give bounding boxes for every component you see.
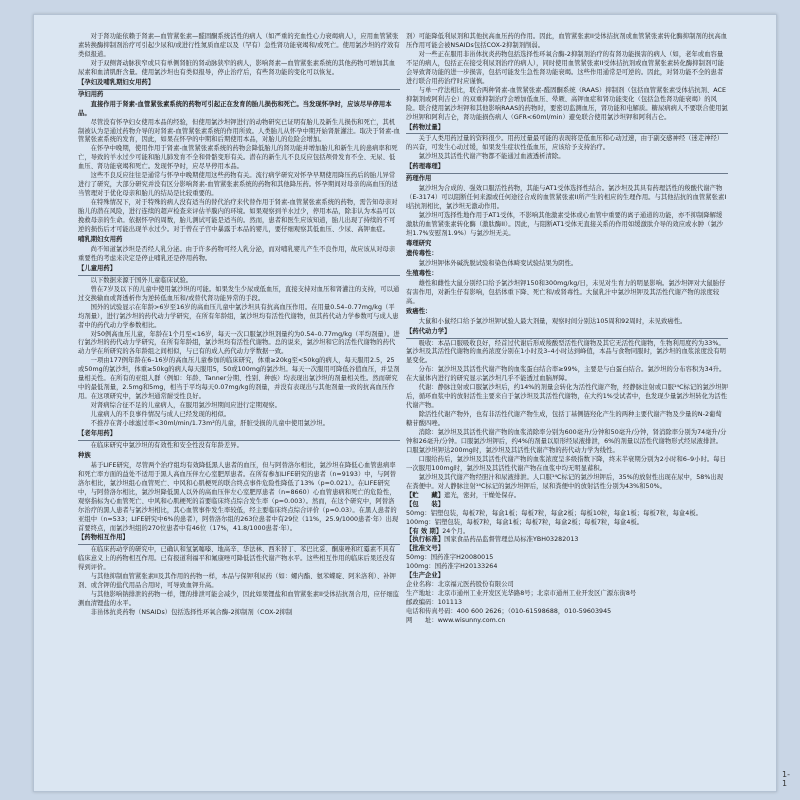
paragraph: 关于人类用药过量的资料很少。用药过量最可能的表现将是低血压和心动过速，由于副交感神经（迷走神经）的兴奋，可发生心动过缓，如果发生症状性低血压，应该给予支持治疗。: [406, 135, 724, 152]
paragraph: 与其他抑制血管紧张素II及其作用的药物一样，本品与保钾利尿药（如：螺内酯、氨苯蝶啶、阿米洛利）、补钾剂、或含钾的盐代用品合用时，可导致血钾升高。: [78, 573, 396, 590]
paragraph: 尚不知道氯沙坦是否经人乳分泌。由于许多药物可经人乳分泌，而对哺乳婴儿产生不良作用，故应该从对母亲重要性的考虑来决定是停止哺乳还是停用药物。: [78, 245, 396, 262]
paragraph: 50mg：铝塑包装，每板7粒，每盒1板；每板7粒，每盒2板；每板10粒，每盒1板；每板7粒，每盒4板。: [406, 509, 703, 517]
paragraph: 吸收：本品口服吸收良好，经首过代谢后形成羧酸型活性代谢物及其它无活性代谢物，生物利用度约为33%。氯沙坦及其活性代谢物的血药浓度分别在1小时及3–4小时达到峰值，本品与食物同服时，氯沙坦的血浆浓度没有明显变化。: [406, 339, 727, 365]
paragraph: 氯沙坦及其活性代谢产物都不能通过血液透析清除。: [418, 153, 565, 161]
paragraph: 与其他影响钠排泄的药物一样，锂的排泄可能会减少，因此如果锂盐和血管紧张素II受体拮抗剂合用，应仔细监测血清锂盐的水平。: [78, 591, 400, 608]
paragraph: 一项由177例年龄在6–16岁的高血压儿童参加的临床研究，体重≥20kg至<50kg的病人，每天服用2.5，25或50mg的氯沙坦，体重≥50kg的病人每天服用5，50或100mg的氯沙坦。每天一次服用可降低谷值血压，并呈剂量相关性。在所有的亚组人群（例如：年龄、Tanner分期、性别、种族）均表现出氯沙坦的剂量相关性。然而研究中的最低剂量，2.5mg和5mg，相当于平均每天0.07mg/kg的剂量，并没有表现出与其他剂量一致的抗高血压作用。在这项研究中，氯沙坦通常耐受性良好。: [78, 357, 400, 401]
bold-paragraph: 直接作用于肾素-血管紧张素系统的药物可引起正在发育的胎儿损伤和死亡。当发现怀孕时，应该尽早停用本品。: [78, 100, 392, 117]
paragraph: 对于肾功能依赖于肾素—血管紧张素—醛固酮系统活性的病人（如严重的充血性心力衰竭病人），应用血管紧张素转换酶抑制剂治疗可引起少尿和/或进行性氮质血症以及（罕有）急性肾功能衰竭和/或死亡。使用氯沙坦的疗效有类似报道。: [78, 33, 400, 58]
paragraph: 100mg：铝塑包装，每板7粒，每盒1板；每板7粒，每盒2板；每板7粒，每盒4板。: [406, 518, 644, 526]
field-row: [406, 492, 728, 501]
right-column: [406, 33, 728, 626]
paragraph: 尽管没有怀孕妇女使用本品的经验，但使用氯沙坦钾进行的动物研究已证明有胎儿及新生儿损伤和死亡，其机制被认为是通过药物介导的对肾素-血管紧张素系统的作用所致。人类胎儿从怀孕中期开始肾脏灌注。取决于肾素-血管紧张素系统的发育，因此，如果在怀孕的中期和后期使用本品，对胎儿的危险会增加。: [78, 118, 400, 144]
paragraph: 50mg：国药准字H20080015: [406, 554, 494, 562]
field-label: 【执行标准】: [406, 536, 445, 544]
paragraph: 网 址：www.wisunny.com.cn: [406, 617, 506, 625]
field-label: 【批准文号】: [406, 545, 445, 553]
paragraph: 分布：氯沙坦及其活性代谢产物的血浆蛋白结合率≥99%，主要是与白蛋白结合。氯沙坦的分布容积为34升。在大鼠体内进行的研究显示氯沙坦几乎不能透过血脑屏障。: [406, 366, 726, 383]
paragraph: 在怀孕中晚期，使用作用于肾素-血管紧张素系统的药物会降低胎儿的肾功能并增加胎儿和新生儿的患病率和死亡，导致的羊水过少可能和胎儿肺发育不全和骨骼变形有关。潜在的新生儿不良反应包括颅骨发育不全、无尿、低血压、肾功能衰竭和死亡。发现怀孕时，应尽早停用本品。: [78, 145, 398, 171]
paragraph: 邮政编码：101113: [406, 599, 463, 607]
subsection-heading: 种族: [78, 451, 91, 459]
subsection-heading: 毒理研究: [406, 239, 432, 247]
paragraph: 在临床研究中氯沙坦的有效性和安全性没有年龄差异。: [90, 441, 243, 449]
subsection-heading: 哺乳期妇女用药: [78, 235, 123, 243]
paragraph: 剂）可能降低利尿剂和其他抗高血压药的作用。因此，血管紧张素II受体拮抗剂或血管紧张素转化酶抑制剂的抗高血压作用可能会被NSAIDs包括COX-2抑制剂削弱。: [406, 33, 728, 49]
section-heading: 【老年用药】: [78, 430, 400, 441]
field-label: 【贮 藏】: [406, 491, 445, 499]
paragraph: 与单一疗法相比，联合两种肾素-血管紧张素-醛固酮系统（RAAS）抑制剂（包括血管紧张素受体拮抗剂、ACE抑制剂或阿利吉仑）的双重抑制治疗会增加低血压、晕厥、高钾血症和肾功能变化（包括急性肾功能衰竭）的风险。联合使用氯沙坦钾和其他影响RAAS的药物时，要密切监测血压，肾功能和电解质。糖尿病病人不要联合使用氯沙坦钾和阿利吉仑，肾功能损伤病人（GFR<60ml/min）避免联合使用氯沙坦钾和阿利吉仑。: [406, 86, 728, 121]
paragraph: 大鼠和小鼠经口给予氯沙坦钾试验人最大剂量，观察时间分别达105周和92周时，未见致癌性。: [418, 317, 687, 325]
section-heading: 【药代动力学】: [406, 328, 728, 339]
paragraph: 氯沙坦及其代谢产物经胆汁和尿液排泄。人口服¹⁴C标记的氯沙坦钾后，35%的放射性出现在尿中，58%出现在粪便中。对人静脉注射¹⁴C标记的氯沙坦钾后，尿和粪便中的放射活性分别为43%和50%。: [406, 473, 724, 490]
paragraph: 国外的试验显示在年龄>6岁至16岁的高血压儿童中氯沙坦具有抗高血压作用。在用量0.54–0.77mg/kg（平均剂量），进行氯沙坦的药代动力学研究，在所有年龄组，氯沙坦均有活性代谢物，但其药代动力学参数可与成人患者中的药代动力学参数相比。: [78, 303, 399, 329]
field-row: [406, 572, 728, 581]
paragraph: 儿童病人的不良事件情况与成人已经发现的相似。: [90, 411, 231, 419]
field-label: 【包 装】: [406, 500, 445, 508]
paragraph: 以下数据来源于国外儿童临床试验。: [90, 276, 193, 284]
field-label: 【有 效 期】: [406, 527, 443, 535]
left-column: [78, 33, 400, 618]
subsection-heading: 致癌性：: [406, 307, 432, 315]
field-label: 【生产企业】: [406, 572, 445, 580]
paragraph: 在特殊情况下，对于特殊的病人没有适当的替代治疗来代替作用于肾素-血管紧张素系统的药物，需告知母亲对胎儿的潜在风险，进行连续的超声检查来评估羊膜内的环境。如果观察到羊水过少，停用本品，除非认为本品可以挽救母亲的生命。依据怀孕的周数，胎儿测试可能是适当的。然而，患者和医生应该知道，胎儿出现了持续的不可逆的损伤后才可能出现羊水过少。对于曾在子宫中暴露于本品的婴儿，要仔细观察其低血压、少尿、高钾血症。: [78, 199, 398, 234]
paragraph: 氯沙坦可选择性地作用于AT1受体，不影响其他激素受体或心血管中重要的离子通道的功能，亦不抑制降解缓激肽的血管紧张素转化酶（激肽酶II）。因此，与阻断AT1受体无直接关系的作用如缓激肽介导的效应或水肿（氯沙坦1.7%安慰剂1.9%）与氯沙坦无关。: [406, 212, 724, 238]
paragraph: 生产地址：北京市通州工业开发区光华路8号；北京市通州工业开发区广源东街8号: [406, 590, 637, 598]
paragraph: 消除：氯沙坦及其活性代谢产物的血浆消除率分别为600毫升/分钟和50毫升/分钟，肾消除率分别为74毫升/分钟和26毫升/分钟。口服氯沙坦钾后，约4%的剂量以原形经尿液排泄，6%的剂量以活性代谢物形式经尿液排泄。口服氯沙坦钾达200mg时，氯沙坦及其活性代谢产物的药代动力学为线性。: [406, 429, 727, 454]
paragraph: 这些不良反应往往是通常与怀孕中晚期使用这些药物有关。流行病学研究对怀孕早期使用降压药后的胎儿异常进行了研究，大部分研究并没有区分影响肾素-血管紧张素系统的药物和其他降压药。怀孕期间对母亲的高血压的适当管理对于优化母亲和胎儿的结局是比较重要的。: [78, 172, 398, 198]
paragraph: 非甾体抗炎药物（NSAIDs）包括选择性环氧合酶-2抑制剂（COX-2抑制: [90, 609, 293, 617]
field-value: 国家食品药品监督管理总局标准YBH03282013: [444, 536, 579, 544]
field-row: [406, 536, 728, 545]
paragraph: 对肾病综合征不足的儿童病人，在服用氯沙坦期间应进行定期观察。: [90, 402, 281, 410]
paragraph: 基于LIFE研究，尽管两个治疗组均有效降低黑人患者的血压，但与阿替洛尔相比，氯沙坦在降低心血管患病率和死亡率方面的益处不适用于黑人高血压伴左心室肥厚患者。在所有参加LIFE研究的患者（n=9193）中，与阿替洛尔相比，氯沙坦组心血管死亡、中风和心肌梗死的联合终点事件危险性降低了13%（p=0.021）。在LIFE研究中，与阿替洛尔相比，氯沙坦降低黑人以外的高血压伴左心室肥厚患者（n=8660）心血管患病和死亡的危险性，观察指标为心血管死亡、中风和心肌梗死的首要临床终点综合发生率（p=0.003）。然而，在这个研究中，阿替洛尔治疗的黑人患者与氯沙坦相比，其心血管事件发生率较低，经主要临床终点综合评价（p=0.03）。在黑人患者的亚组中（n=533；LIFE研究中6%的患者），阿替洛尔组的263位患者中有29位（11%，25.9/1000患者·年）出现首要终点，而氯沙坦组的270位患者中有46位（17%，41.8/1000患者·年）。: [78, 461, 399, 532]
section-heading: 【儿童用药】: [78, 265, 400, 276]
page-number: 1-1: [782, 770, 790, 788]
paragraph: 企业名称：北京福元医药股份有限公司: [406, 581, 514, 589]
subsection-heading: 遗传毒性：: [406, 249, 438, 257]
section-heading: 【孕妇及哺乳期妇女用药】: [78, 79, 400, 90]
paragraph: 电话和传真号码：400 600 2626；（010-61598688，010-59603945: [406, 608, 612, 616]
section-heading: 【药物过量】: [406, 124, 728, 135]
paragraph: 对于双侧肾动脉狭窄或只有单侧肾脏的肾动脉狭窄的病人，影响肾素—血管紧张素系统的其他药物可增加其血尿素和血清肌酐含量。使用氯沙坦也有类似报导，停止治疗后，有些肾功能的变化可以恢复。: [78, 59, 396, 76]
paragraph: 雄性和雌性大鼠分别经口给予氯沙坦钾150和300mg/kg/日，未见对生育力的明显影响。氯沙坦钾对大鼠胎仔有害作用，对新生仔有影响，包括体重下降、死亡和/或肾毒性。大鼠乳汁中氯沙坦钾及其活性代谢产物的浓度较高。: [406, 279, 726, 305]
paragraph: 口服给药后，氯沙坦及其活性代谢产物的血浆浓度呈多级指数下降，终末半衰期分别为2小时和6–9小时。每日一次服用100mg时，氯沙坦及其活性代谢产物在血浆中均无明显蓄积。: [406, 455, 726, 472]
subsection-heading: 孕妇用药: [78, 90, 104, 98]
subsection-heading: 药理作用: [406, 175, 432, 183]
section-heading: 【药物相互作用】: [78, 534, 400, 545]
paragraph: 100mg：国药准字H20133264: [406, 563, 498, 571]
paragraph: 氯沙坦钾体外碱洗脱试验和染色体畸变试验结果为阴性。: [418, 259, 578, 267]
field-value: 24个月。: [442, 527, 470, 535]
leaflet-sheet: [33, 14, 790, 792]
paragraph: 不推荐在肾小球滤过率<30ml/min/1.73m²的儿童，肝脏受损的儿童中使用氯沙坦。: [90, 420, 330, 428]
paragraph: 代谢：静脉注射或口服氯沙坦后，约14%的剂量会转化为活性代谢产物，经静脉注射或口服¹⁴C标记的氯沙坦钾后，循环血浆中的放射活性主要来自于氯沙坦及其活性代谢物，在大约1%受试者中，也发现少量氯沙坦转化为活性代谢产物。: [406, 384, 728, 410]
paragraph: 曾在7岁及以下的儿童中使用氯沙坦的可能。如果发生少尿或低血压，直接支持对血压和肾灌注的支持，可以通过交换输血或肾透析作为逆转低血压和/或替代肾功能异常的手段。: [78, 285, 400, 302]
field-row: [406, 501, 728, 510]
field-value: 遮光，密封，干燥处保存。: [444, 491, 521, 499]
subsection-heading: 生殖毒性：: [406, 269, 438, 277]
paragraph: 对一些正在服用非甾体抗炎药物包括选择性环氧合酶-2抑制剂治疗的有肾功能损害的病人（如，老年或血容量不足的病人，包括正在接受利尿剂治疗的病人），同时使用血管紧张素II受体拮抗剂或血管紧张素转化酶抑制剂可能会导致肾功能的进一步损害，包括可能发生急性肾功能衰竭。这些作用通常是可逆的。因此，对肾功能不全的患者进行联合用药治疗时应谨慎。: [406, 50, 725, 85]
paragraph: 对50例高血压儿童，年龄在1个月至<16岁，每天一次口服氯沙坦剂量约为0.54–0.77mg/kg（平均剂量）。进行氯沙坦的药代动力学研究，在所有年龄组，氯沙坦均有活性代谢物。总的说来，氯沙坦和它的活性代谢物的药代动力学在所研究的各年龄组之间相似，与已有的成人药代动力学数据一致。: [78, 330, 400, 356]
section-heading: 【药理毒理】: [406, 163, 728, 174]
paragraph: 除活性代谢产物外，也有非活性代谢产物生成，包括丁基侧链羟化产生的两种主要代谢产物及少量的N-2葡萄糖苷酸四唑。: [406, 411, 722, 428]
paragraph: 在临床药动学的研究中，已确认和氢氯噻嗪、地高辛、华法林、西米替丁、苯巴比妥、酮康唑和红霉素不具有临床意义上的药物相互作用。已有报道利福平和氟康唑可降低活性代谢产物水平。这些相互作用的临床后果还没有得到评价。: [78, 546, 396, 572]
paragraph: 氯沙坦为合成的、强效口服活性药物，其能与AT1受体选择性结合。氯沙坦及其具有药理活性的羧酸代谢产物（E-3174）可以阻断任何来源或任何途径合成的血管紧张素II所产生的相应的生理作用。与其他拮抗的血管紧张素II拮抗剂相比，氯沙坦无激动作用。: [406, 185, 727, 211]
